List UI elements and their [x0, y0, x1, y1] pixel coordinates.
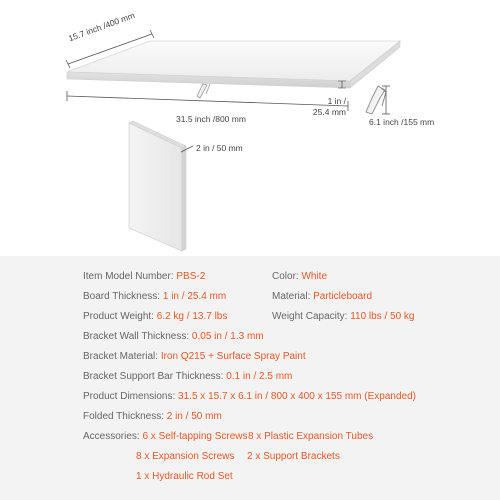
spec-value: White: [301, 271, 328, 282]
spec-label: Folded Thickness:: [83, 411, 167, 422]
spec-folded-thickness: [83, 411, 222, 423]
spec-bracket-bar-thickness: [83, 371, 292, 383]
folded-label: 2 in / 50 mm: [196, 143, 243, 153]
spec-value: 6.2 kg / 13.7 lbs: [156, 311, 228, 322]
spec-label: Color:: [272, 271, 302, 282]
spec-label: Product Dimensions:: [83, 391, 179, 402]
spec-label: Board Thickness:: [83, 291, 163, 302]
accessory-item-text: 1 x Hydraulic Rod Set: [136, 471, 233, 482]
spec-bracket-material: [83, 351, 306, 363]
spec-label: Bracket Wall Thickness:: [83, 331, 192, 342]
spec-board-thickness: [83, 291, 226, 303]
spec-value: Particleboard: [313, 291, 373, 302]
height-label: 6.1 inch /155 mm: [369, 117, 435, 127]
thickness-label-line1: 1 in /: [327, 96, 346, 106]
accessory-item: [136, 471, 233, 483]
spec-value: Iron Q215 + Surface Spray Paint: [160, 351, 306, 362]
width-label: 31.5 inch /800 mm: [176, 114, 246, 124]
spec-label: Accessories:: [83, 431, 143, 442]
spec-bracket-wall-thickness: [83, 331, 264, 343]
spec-color: [272, 271, 327, 283]
table-top: [67, 41, 400, 88]
spec-value: 1 in / 25.4 mm: [162, 291, 227, 302]
accessory-item: [136, 451, 234, 463]
spec-label: Bracket Support Bar Thickness:: [83, 371, 227, 382]
spec-value: 2 in / 50 mm: [166, 411, 222, 422]
spec-label: Product Weight:: [83, 311, 157, 322]
spec-material: [272, 291, 372, 303]
accessory-item: [247, 451, 340, 463]
spec-label: Bracket Material:: [83, 351, 161, 362]
spec-value: 0.05 in / 1.3 mm: [191, 331, 264, 342]
spec-model: [83, 271, 205, 283]
spec-product-weight: [83, 311, 227, 323]
accessory-item-text: 2 x Support Brackets: [247, 451, 340, 462]
spec-product-dimensions: [83, 391, 416, 403]
spec-weight-capacity: [272, 311, 415, 323]
depth-label: 15.7 inch /400 mm: [67, 10, 137, 44]
spec-panel: [0, 256, 500, 500]
spec-label: Material:: [272, 291, 314, 302]
accessory-item: [248, 431, 373, 443]
spec-label: Item Model Number:: [83, 271, 177, 282]
folded-table-panel: [129, 121, 186, 251]
spec-accessories: [83, 431, 248, 443]
spec-value: 110 lbs / 50 kg: [350, 311, 415, 322]
spec-label: Weight Capacity:: [272, 311, 351, 322]
spec-value: 0.1 in / 2.5 mm: [226, 371, 293, 382]
spec-value: PBS-2: [176, 271, 206, 282]
spec-value: 31.5 x 15.7 x 6.1 in / 800 x 400 x 155 mm (Expanded): [178, 391, 416, 402]
support-bracket: [197, 84, 210, 98]
thickness-label: [306, 96, 346, 118]
accessory-item-text: 8 x Plastic Expansion Tubes: [248, 431, 374, 442]
accessory-item: 6 x Self-tapping Screws: [142, 431, 248, 442]
thickness-label-line2: 25.4 mm: [312, 107, 346, 117]
support-bracket: [366, 86, 386, 114]
accessory-item-text: 8 x Expansion Screws: [136, 451, 235, 462]
